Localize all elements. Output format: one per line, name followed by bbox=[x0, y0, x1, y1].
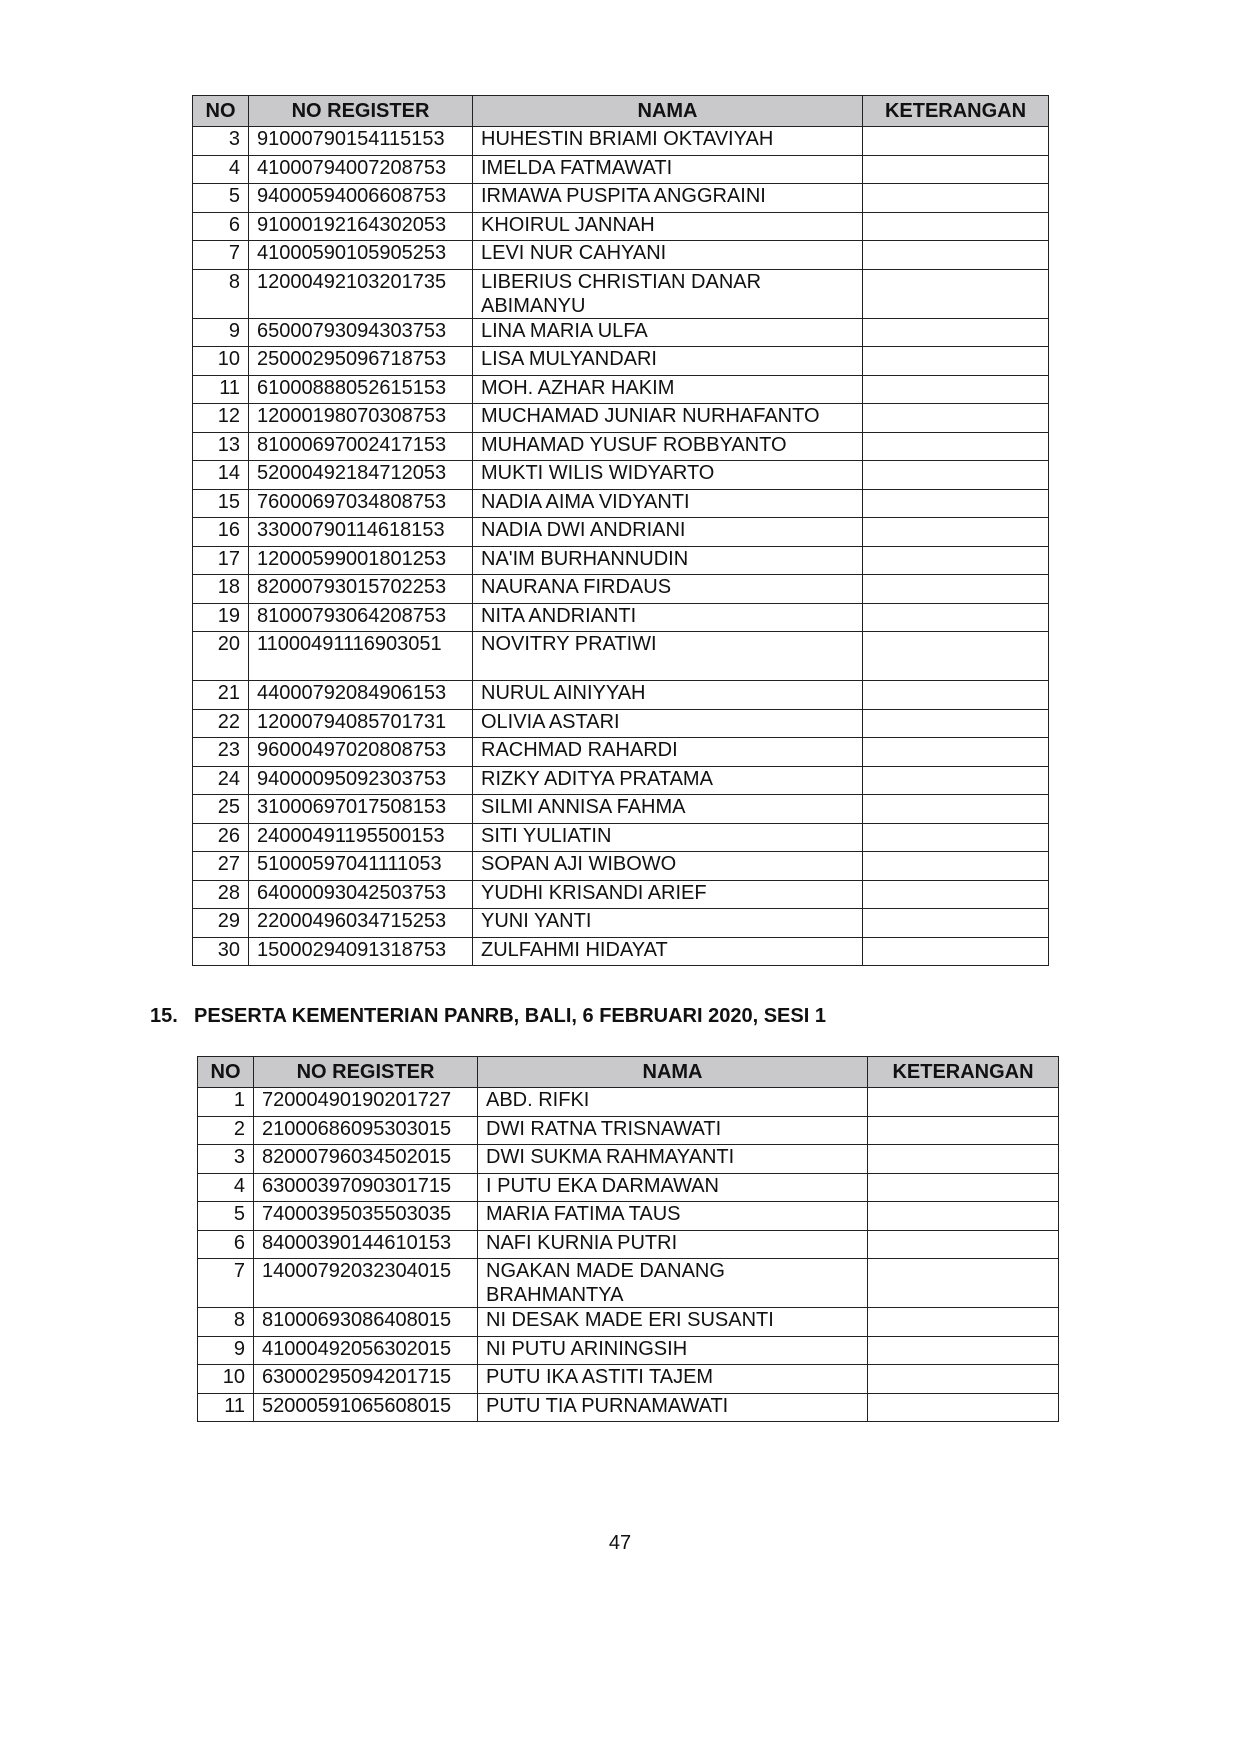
table-row bbox=[193, 823, 1049, 852]
cell-nama: MUHAMAD YUSUF ROBBYANTO bbox=[473, 432, 863, 461]
header-keterangan: KETERANGAN bbox=[868, 1057, 1059, 1088]
cell-register: 84000390144610153 bbox=[254, 1230, 478, 1259]
table-header-row bbox=[198, 1057, 1059, 1088]
cell-keterangan bbox=[863, 738, 1049, 767]
cell-register: 41000492056302015 bbox=[254, 1336, 478, 1365]
cell-keterangan bbox=[868, 1308, 1059, 1337]
cell-nama: ABD. RIFKI bbox=[478, 1088, 868, 1117]
header-register: NO REGISTER bbox=[254, 1057, 478, 1088]
cell-register: 52000492184712053 bbox=[249, 461, 473, 490]
cell-register: 22000496034715253 bbox=[249, 909, 473, 938]
cell-register: 12000794085701731 bbox=[249, 709, 473, 738]
table-row bbox=[198, 1145, 1059, 1174]
cell-register: 64000093042503753 bbox=[249, 880, 473, 909]
cell-keterangan bbox=[863, 880, 1049, 909]
cell-no: 2 bbox=[198, 1116, 254, 1145]
table-row bbox=[193, 795, 1049, 824]
cell-keterangan bbox=[863, 766, 1049, 795]
cell-keterangan bbox=[863, 212, 1049, 241]
cell-keterangan bbox=[863, 852, 1049, 881]
header-keterangan: KETERANGAN bbox=[863, 96, 1049, 127]
cell-register: 82000796034502015 bbox=[254, 1145, 478, 1174]
cell-no: 8 bbox=[193, 269, 249, 318]
cell-no: 12 bbox=[193, 404, 249, 433]
cell-nama: NADIA DWI ANDRIANI bbox=[473, 518, 863, 547]
table-row bbox=[193, 489, 1049, 518]
cell-keterangan bbox=[863, 575, 1049, 604]
header-no: NO bbox=[193, 96, 249, 127]
cell-no: 30 bbox=[193, 937, 249, 966]
cell-no: 3 bbox=[198, 1145, 254, 1174]
cell-no: 17 bbox=[193, 546, 249, 575]
table-row bbox=[193, 184, 1049, 213]
cell-keterangan bbox=[863, 432, 1049, 461]
cell-no: 11 bbox=[198, 1393, 254, 1422]
cell-nama: NURUL AINIYYAH bbox=[473, 681, 863, 710]
cell-nama: MOH. AZHAR HAKIM bbox=[473, 375, 863, 404]
cell-nama: NOVITRY PRATIWI bbox=[473, 632, 863, 681]
table-row bbox=[198, 1202, 1059, 1231]
cell-no: 14 bbox=[193, 461, 249, 490]
cell-nama: HUHESTIN BRIAMI OKTAVIYAH bbox=[473, 127, 863, 156]
cell-no: 23 bbox=[193, 738, 249, 767]
cell-no: 5 bbox=[198, 1202, 254, 1231]
cell-no: 19 bbox=[193, 603, 249, 632]
cell-nama: IMELDA FATMAWATI bbox=[473, 155, 863, 184]
table-row bbox=[198, 1230, 1059, 1259]
cell-nama: RACHMAD RAHARDI bbox=[473, 738, 863, 767]
cell-nama: DWI SUKMA RAHMAYANTI bbox=[478, 1145, 868, 1174]
section-title-text: PESERTA KEMENTERIAN PANRB, BALI, 6 FEBRUARI 2020, SESI 1 bbox=[194, 1005, 826, 1027]
table-row bbox=[198, 1336, 1059, 1365]
table-body bbox=[193, 127, 1049, 966]
cell-nama: LIBERIUS CHRISTIAN DANAR ABIMANYU bbox=[473, 269, 863, 318]
cell-register: 21000686095303015 bbox=[254, 1116, 478, 1145]
table-row bbox=[193, 880, 1049, 909]
table-row bbox=[198, 1365, 1059, 1394]
cell-no: 7 bbox=[193, 241, 249, 270]
cell-nama: MARIA FATIMA TAUS bbox=[478, 1202, 868, 1231]
cell-keterangan bbox=[868, 1259, 1059, 1308]
table-row bbox=[193, 404, 1049, 433]
cell-register: 12000492103201735 bbox=[249, 269, 473, 318]
table-row bbox=[193, 461, 1049, 490]
table-row bbox=[193, 575, 1049, 604]
section-heading bbox=[150, 1005, 826, 1028]
cell-no: 4 bbox=[198, 1173, 254, 1202]
table-row bbox=[193, 937, 1049, 966]
cell-no: 10 bbox=[193, 347, 249, 376]
cell-keterangan bbox=[868, 1088, 1059, 1117]
cell-no: 18 bbox=[193, 575, 249, 604]
cell-nama: MUKTI WILIS WIDYARTO bbox=[473, 461, 863, 490]
cell-nama: ZULFAHMI HIDAYAT bbox=[473, 937, 863, 966]
cell-no: 7 bbox=[198, 1259, 254, 1308]
cell-register: 65000793094303753 bbox=[249, 318, 473, 347]
table-row bbox=[193, 681, 1049, 710]
cell-keterangan bbox=[868, 1116, 1059, 1145]
cell-register: 52000591065608015 bbox=[254, 1393, 478, 1422]
header-register: NO REGISTER bbox=[249, 96, 473, 127]
cell-register: 41000590105905253 bbox=[249, 241, 473, 270]
cell-keterangan bbox=[863, 155, 1049, 184]
cell-no: 6 bbox=[193, 212, 249, 241]
cell-no: 28 bbox=[193, 880, 249, 909]
cell-no: 20 bbox=[193, 632, 249, 681]
cell-register: 31000697017508153 bbox=[249, 795, 473, 824]
table-row bbox=[193, 766, 1049, 795]
cell-no: 22 bbox=[193, 709, 249, 738]
table-row bbox=[193, 269, 1049, 318]
cell-keterangan bbox=[868, 1145, 1059, 1174]
cell-nama: PUTU IKA ASTITI TAJEM bbox=[478, 1365, 868, 1394]
table-row bbox=[193, 241, 1049, 270]
cell-register: 11000491116903051 bbox=[249, 632, 473, 681]
cell-keterangan bbox=[868, 1365, 1059, 1394]
table-row bbox=[198, 1116, 1059, 1145]
cell-register: 72000490190201727 bbox=[254, 1088, 478, 1117]
cell-no: 11 bbox=[193, 375, 249, 404]
cell-keterangan bbox=[868, 1393, 1059, 1422]
cell-register: 82000793015702253 bbox=[249, 575, 473, 604]
cell-register: 81000793064208753 bbox=[249, 603, 473, 632]
cell-register: 12000198070308753 bbox=[249, 404, 473, 433]
cell-keterangan bbox=[863, 937, 1049, 966]
cell-nama: NITA ANDRIANTI bbox=[473, 603, 863, 632]
cell-register: 94000594006608753 bbox=[249, 184, 473, 213]
table-header-row bbox=[193, 96, 1049, 127]
cell-register: 12000599001801253 bbox=[249, 546, 473, 575]
cell-no: 4 bbox=[193, 155, 249, 184]
cell-nama: DWI RATNA TRISNAWATI bbox=[478, 1116, 868, 1145]
cell-no: 10 bbox=[198, 1365, 254, 1394]
cell-keterangan bbox=[863, 546, 1049, 575]
table-row bbox=[198, 1393, 1059, 1422]
cell-keterangan bbox=[863, 632, 1049, 681]
cell-no: 16 bbox=[193, 518, 249, 547]
cell-register: 51000597041111053 bbox=[249, 852, 473, 881]
table-row bbox=[193, 127, 1049, 156]
participant-table-1 bbox=[192, 95, 1049, 966]
cell-no: 3 bbox=[193, 127, 249, 156]
cell-nama: NI PUTU ARININGSIH bbox=[478, 1336, 868, 1365]
cell-keterangan bbox=[863, 518, 1049, 547]
cell-register: 63000295094201715 bbox=[254, 1365, 478, 1394]
cell-keterangan bbox=[863, 347, 1049, 376]
cell-register: 24000491195500153 bbox=[249, 823, 473, 852]
table-row bbox=[193, 518, 1049, 547]
cell-nama: NADIA AIMA VIDYANTI bbox=[473, 489, 863, 518]
table-row bbox=[198, 1173, 1059, 1202]
table-row bbox=[193, 432, 1049, 461]
cell-nama: OLIVIA ASTARI bbox=[473, 709, 863, 738]
cell-register: 91000192164302053 bbox=[249, 212, 473, 241]
cell-register: 96000497020808753 bbox=[249, 738, 473, 767]
cell-no: 6 bbox=[198, 1230, 254, 1259]
cell-register: 14000792032304015 bbox=[254, 1259, 478, 1308]
cell-nama: PUTU TIA PURNAMAWATI bbox=[478, 1393, 868, 1422]
cell-nama: YUDHI KRISANDI ARIEF bbox=[473, 880, 863, 909]
cell-nama: SITI YULIATIN bbox=[473, 823, 863, 852]
cell-register: 41000794007208753 bbox=[249, 155, 473, 184]
cell-keterangan bbox=[863, 823, 1049, 852]
cell-register: 91000790154115153 bbox=[249, 127, 473, 156]
cell-no: 13 bbox=[193, 432, 249, 461]
cell-nama: NAURANA FIRDAUS bbox=[473, 575, 863, 604]
header-nama: NAMA bbox=[478, 1057, 868, 1088]
cell-nama: LEVI NUR CAHYANI bbox=[473, 241, 863, 270]
cell-no: 27 bbox=[193, 852, 249, 881]
table-body bbox=[198, 1088, 1059, 1422]
cell-register: 74000395035503035 bbox=[254, 1202, 478, 1231]
table-row bbox=[193, 546, 1049, 575]
cell-nama: LISA MULYANDARI bbox=[473, 347, 863, 376]
cell-no: 8 bbox=[198, 1308, 254, 1337]
cell-no: 15 bbox=[193, 489, 249, 518]
cell-keterangan bbox=[863, 375, 1049, 404]
cell-register: 81000693086408015 bbox=[254, 1308, 478, 1337]
cell-keterangan bbox=[863, 127, 1049, 156]
page-number: 47 bbox=[608, 1532, 632, 1554]
table-row bbox=[193, 318, 1049, 347]
cell-keterangan bbox=[863, 461, 1049, 490]
cell-no: 26 bbox=[193, 823, 249, 852]
cell-keterangan bbox=[863, 603, 1049, 632]
cell-nama: I PUTU EKA DARMAWAN bbox=[478, 1173, 868, 1202]
cell-register: 63000397090301715 bbox=[254, 1173, 478, 1202]
cell-nama: NGAKAN MADE DANANG BRAHMANTYA bbox=[478, 1259, 868, 1308]
cell-no: 21 bbox=[193, 681, 249, 710]
table-row bbox=[193, 603, 1049, 632]
table-row bbox=[193, 852, 1049, 881]
cell-register: 81000697002417153 bbox=[249, 432, 473, 461]
table-row bbox=[193, 155, 1049, 184]
cell-register: 61000888052615153 bbox=[249, 375, 473, 404]
cell-nama: SOPAN AJI WIBOWO bbox=[473, 852, 863, 881]
section-number: 15. bbox=[150, 1005, 178, 1027]
table-row bbox=[193, 212, 1049, 241]
cell-no: 9 bbox=[198, 1336, 254, 1365]
cell-keterangan bbox=[863, 681, 1049, 710]
cell-keterangan bbox=[863, 184, 1049, 213]
cell-no: 9 bbox=[193, 318, 249, 347]
header-nama: NAMA bbox=[473, 96, 863, 127]
cell-no: 5 bbox=[193, 184, 249, 213]
cell-keterangan bbox=[863, 489, 1049, 518]
cell-nama: SILMI ANNISA FAHMA bbox=[473, 795, 863, 824]
table-row bbox=[198, 1259, 1059, 1308]
cell-keterangan bbox=[863, 709, 1049, 738]
cell-keterangan bbox=[863, 318, 1049, 347]
cell-no: 1 bbox=[198, 1088, 254, 1117]
cell-no: 25 bbox=[193, 795, 249, 824]
cell-nama: MUCHAMAD JUNIAR NURHAFANTO bbox=[473, 404, 863, 433]
cell-nama: NA'IM BURHANNUDIN bbox=[473, 546, 863, 575]
cell-no: 24 bbox=[193, 766, 249, 795]
cell-nama: NI DESAK MADE ERI SUSANTI bbox=[478, 1308, 868, 1337]
cell-register: 76000697034808753 bbox=[249, 489, 473, 518]
cell-register: 33000790114618153 bbox=[249, 518, 473, 547]
cell-register: 15000294091318753 bbox=[249, 937, 473, 966]
cell-nama: LINA MARIA ULFA bbox=[473, 318, 863, 347]
cell-keterangan bbox=[863, 241, 1049, 270]
cell-keterangan bbox=[863, 269, 1049, 318]
table-row bbox=[193, 347, 1049, 376]
participant-table-2 bbox=[197, 1056, 1059, 1422]
cell-register: 25000295096718753 bbox=[249, 347, 473, 376]
table-row bbox=[193, 632, 1049, 681]
cell-keterangan bbox=[868, 1202, 1059, 1231]
cell-nama: KHOIRUL JANNAH bbox=[473, 212, 863, 241]
table-row bbox=[193, 709, 1049, 738]
cell-no: 29 bbox=[193, 909, 249, 938]
table-row bbox=[198, 1308, 1059, 1337]
cell-keterangan bbox=[863, 909, 1049, 938]
table-row bbox=[193, 909, 1049, 938]
cell-nama: NAFI KURNIA PUTRI bbox=[478, 1230, 868, 1259]
cell-nama: RIZKY ADITYA PRATAMA bbox=[473, 766, 863, 795]
cell-keterangan bbox=[868, 1230, 1059, 1259]
cell-register: 94000095092303753 bbox=[249, 766, 473, 795]
table-row bbox=[193, 738, 1049, 767]
cell-nama: IRMAWA PUSPITA ANGGRAINI bbox=[473, 184, 863, 213]
cell-keterangan bbox=[868, 1336, 1059, 1365]
cell-keterangan bbox=[863, 795, 1049, 824]
cell-nama: YUNI YANTI bbox=[473, 909, 863, 938]
cell-register: 44000792084906153 bbox=[249, 681, 473, 710]
table-row bbox=[198, 1088, 1059, 1117]
cell-keterangan bbox=[868, 1173, 1059, 1202]
header-no: NO bbox=[198, 1057, 254, 1088]
cell-keterangan bbox=[863, 404, 1049, 433]
table-row bbox=[193, 375, 1049, 404]
